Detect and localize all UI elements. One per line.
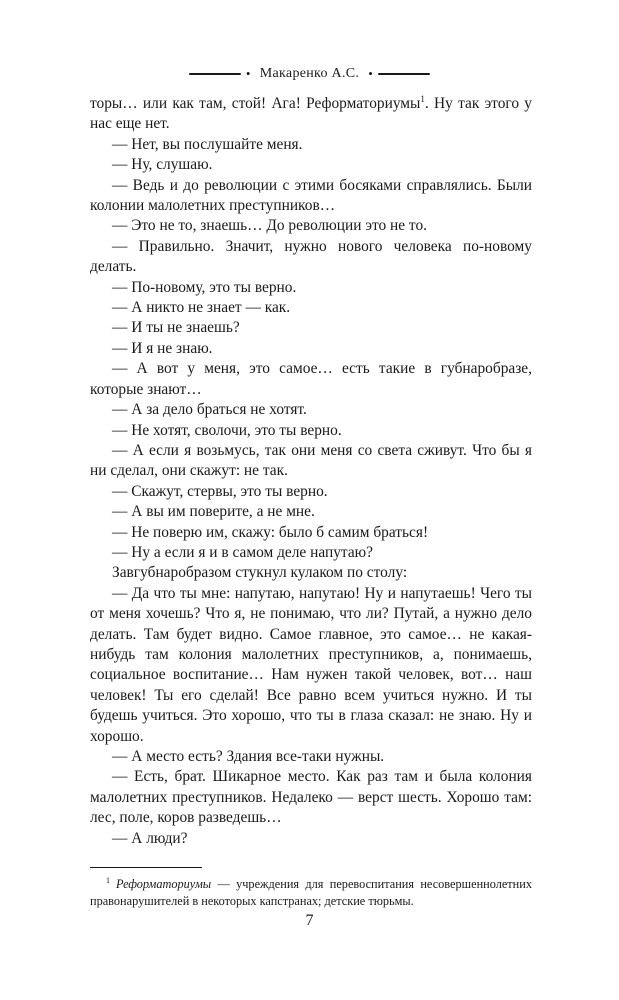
footnote-divider — [90, 867, 202, 868]
paragraph: — Правильно. Значит, нужно нового человека по-новому делать. — [90, 237, 532, 276]
paragraph: — Нет, вы послушайте меня. — [112, 135, 303, 153]
ornament-line — [378, 73, 430, 75]
running-header — [0, 66, 619, 82]
paragraph-continued — [90, 94, 532, 135]
paragraph: — А если я возьмусь, так они меня со света сживут. Что бы я ни сделал, они скажут: не так. — [90, 441, 532, 480]
paragraph: — Не хотят, сволочи, это ты верно. — [112, 421, 342, 439]
paragraph-end: . Ну так этого у нас еще нет. — [90, 95, 532, 133]
paragraph: — А за дело браться не хотят. — [112, 401, 307, 419]
footnote-definition: — учреждения для перевоспитания несовершеннолетних правонарушителей в некоторых капстранах; детские тюрьмы. — [90, 877, 532, 908]
paragraph: — Это не то, знаешь… До революции это не то. — [112, 217, 427, 235]
paragraph: — А никто не знает — как. — [112, 299, 291, 317]
footnote — [90, 876, 532, 910]
paragraph: — А место есть? Здания все-таки нужны. — [112, 748, 385, 765]
ornament-line — [189, 73, 241, 75]
paragraph: — А вы им поверите, а не мне. — [112, 503, 315, 521]
paragraph: Завгубнаробразом стукнул кулаком по столу: — [112, 564, 408, 582]
paragraph: — И я не знаю. — [112, 339, 213, 357]
paragraph: — Ведь и до революции с этими босяками справлялись. Были колонии малолетних преступников… — [90, 176, 532, 215]
ornament-dot: • — [368, 66, 374, 81]
paragraph: — А люди? — [112, 829, 188, 847]
paragraph: — Ну а если я и в самом деле напутаю? — [112, 543, 373, 561]
header-ornament-right — [363, 66, 430, 82]
paragraph: — По-новому, это ты верно. — [112, 278, 297, 296]
paragraph: — А вот у меня, это самое… есть такие в губнаробразе, которые знают… — [90, 360, 532, 398]
footnote-term: Реформаториумы — [116, 877, 212, 891]
header-ornament-left — [189, 66, 256, 82]
page-number: 7 — [305, 912, 314, 929]
page-body — [90, 94, 532, 849]
paragraph: — Ну, слушаю. — [112, 156, 213, 174]
footnote-reference[interactable]: 1 — [420, 93, 425, 104]
paragraph-start: торы… или как там, стой! Ага! Реформаториумы — [90, 95, 421, 112]
paragraph: — Скажут, стервы, это ты верно. — [112, 482, 328, 500]
footnote-number: 1 — [106, 875, 110, 885]
paragraph: — И ты не знаешь? — [112, 319, 240, 337]
paragraph: — Есть, брат. Шикарное место. Как раз там и была колония малолетних преступников. Недалеко — верст шесть. Хорошо там: лес, поле, коров разведешь… — [90, 768, 532, 827]
paragraph: — Да что ты мне: напутаю, напутаю! Ну и напутаешь! Чего ты от меня хочешь? Что я, не понимаю, что ли? Путай, а нужно дело делать. Там будет видно. Самое главное, это самое… не какая-нибудь там колония малолетних преступников, а, понимаешь, социальное воспитание… Нам нужен такой человек, вот… наш человек! Ты его сделай! Все равно всем учиться нужно. И ты будешь учиться. Это хорошо, что ты в глаза сказал: не знаю. Ну и хорошо. — [90, 584, 532, 745]
ornament-dot: • — [245, 66, 251, 81]
header-title: Макаренко А.С. — [259, 66, 360, 81]
paragraph: — Не поверю им, скажу: было б самим браться! — [112, 523, 429, 541]
